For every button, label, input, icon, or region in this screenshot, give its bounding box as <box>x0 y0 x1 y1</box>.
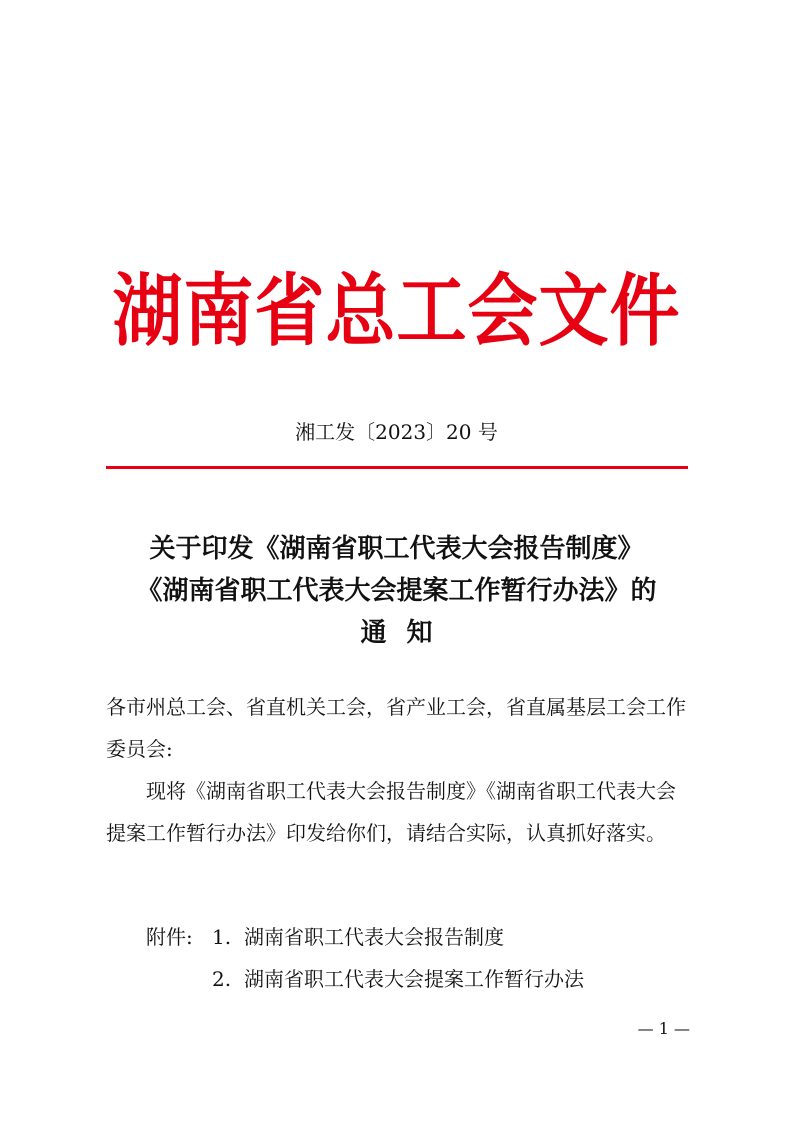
title-line-3: 通知 <box>360 618 453 648</box>
attachment-item <box>146 916 584 958</box>
title-line-1: 关于印发《湖南省职工代表大会报告制度》 <box>149 534 644 564</box>
page-number: — 1 — <box>637 1019 690 1038</box>
recipients-line: 各市州总工会、省直机关工会，省产业工会，省直属基层工会工作委员会: <box>106 695 686 761</box>
attachment-title: 湖南省职工代表大会报告制度 <box>244 925 504 949</box>
notice-title <box>80 528 713 654</box>
title-line-2: 《湖南省职工代表大会提案工作暂行办法》的 <box>136 576 657 606</box>
red-divider <box>106 466 688 469</box>
document-number: 湘工发〔2023〕20 号 <box>295 420 498 444</box>
attachments-label: 附件: <box>146 925 193 949</box>
attachments-list <box>146 916 584 1000</box>
attachment-number: 2. <box>212 967 232 991</box>
attachment-number: 1. <box>212 925 232 949</box>
notice-body <box>106 686 691 854</box>
body-paragraph: 现将《湖南省职工代表大会报告制度》《湖南省职工代表大会提案工作暂行办法》印发给你们，请结合实际，认真抓好落实。 <box>106 779 676 845</box>
masthead-title: 湖南省总工会文件 <box>112 265 681 357</box>
attachment-item <box>146 958 584 1000</box>
attachment-title: 湖南省职工代表大会提案工作暂行办法 <box>244 967 584 991</box>
